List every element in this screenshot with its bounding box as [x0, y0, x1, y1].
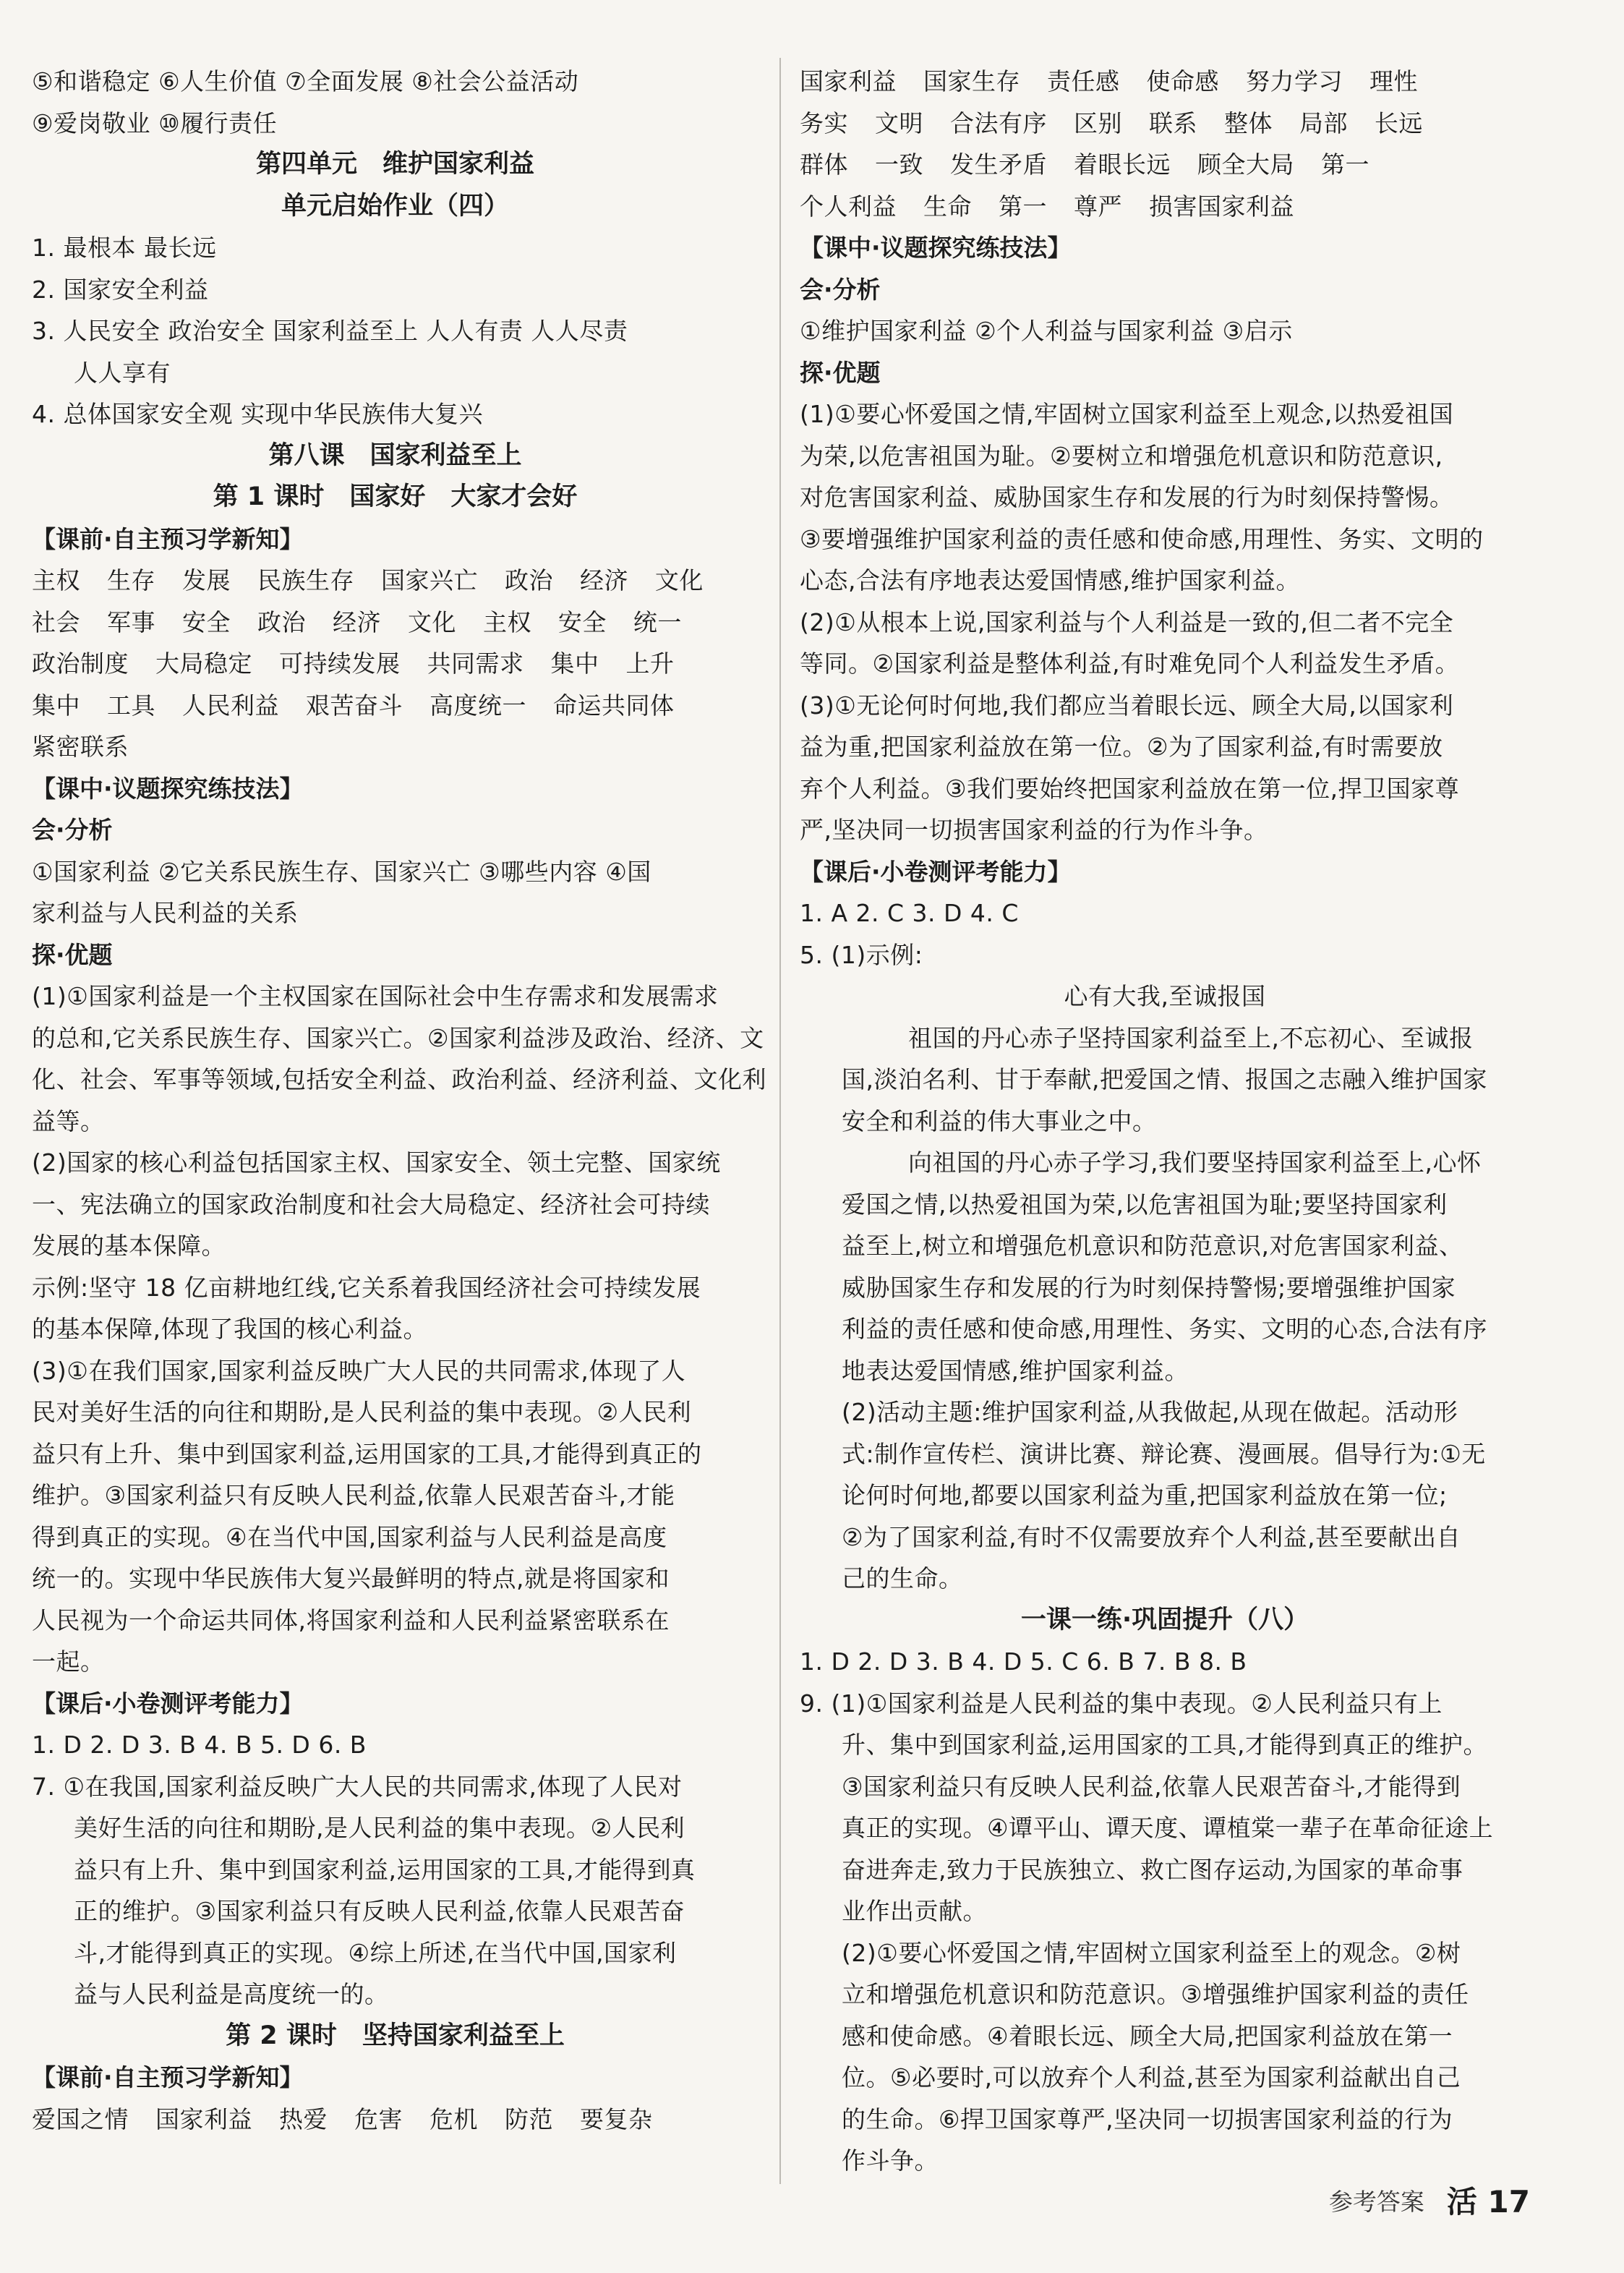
text-line: 益只有上升、集中到国家利益,运用国家的工具,才能得到真	[74, 1855, 696, 1884]
subsection-label: 会·分析	[32, 816, 113, 844]
text-line: 个人利益 生命 第一 尊严 损害国家利益	[800, 192, 1294, 221]
text-line: 国,淡泊名利、甘于奉献,把爱国之情、报国之志融入维护国家	[842, 1065, 1487, 1093]
section-heading: 第八课 国家利益至上	[268, 440, 522, 470]
text-line: 紧密联系	[32, 733, 129, 761]
text-line: 主权 生存 发展 民族生存 国家兴亡 政治 经济 文化	[32, 566, 704, 594]
text-line: 威胁国家生存和发展的行为时刻保持警惕;要增强维护国家	[842, 1273, 1456, 1302]
text-line: 示例:坚守 18 亿亩耕地红线,它关系着我国经济社会可持续发展	[32, 1273, 701, 1302]
text-line: 己的生命。	[842, 1564, 963, 1592]
text-line: 益为重,把国家利益放在第一位。②为了国家利益,有时需要放	[800, 733, 1443, 761]
text-line: 式:制作宣传栏、演讲比赛、辩论赛、漫画展。倡导行为:①无	[842, 1439, 1486, 1468]
subsection-label: 【课中·议题探究练技法】	[800, 234, 1072, 262]
text-line: 业作出贡献。	[842, 1897, 987, 1925]
text-line: 1. 最根本 最长远	[32, 234, 217, 262]
text-line: (2)①从根本上说,国家利益与个人利益是一致的,但二者不完全	[800, 607, 1454, 636]
text-line: 国家利益 国家生存 责任感 使命感 努力学习 理性	[800, 67, 1418, 95]
text-line: 为荣,以危害祖国为耻。②要树立和增强危机意识和防范意识,	[800, 441, 1443, 470]
text-line: 1. D 2. D 3. B 4. B 5. D 6. B	[32, 1731, 367, 1759]
text-line: 社会 军事 安全 政治 经济 文化 主权 安全 统一	[32, 607, 682, 636]
text-line: 美好生活的向往和期盼,是人民利益的集中表现。②人民利	[74, 1814, 685, 1842]
text-line: 群体 一致 发生矛盾 着眼长远 顾全大局 第一	[800, 150, 1369, 179]
text-line: ③要增强维护国家利益的责任感和使命感,用理性、务实、文明的	[800, 524, 1484, 553]
section-heading: 第四单元 维护国家利益	[255, 150, 534, 179]
text-line: 利益的责任感和使命感,用理性、务实、文明的心态,合法有序	[842, 1315, 1487, 1343]
text-line: 统一的。实现中华民族伟大复兴最鲜明的特点,就是将国家和	[32, 1564, 670, 1592]
text-line: 化、社会、军事等领域,包括安全利益、政治利益、经济利益、文化利	[32, 1065, 766, 1093]
text-line: 地表达爱国情感,维护国家利益。	[842, 1356, 1189, 1385]
subsection-label: 会·分析	[800, 275, 881, 304]
text-line: 爱国之情,以热爱祖国为荣,以危害祖国为耻;要坚持国家利	[842, 1190, 1448, 1219]
text-line: ②为了国家利益,有时不仅需要放弃个人利益,甚至要献出自	[842, 1522, 1461, 1551]
section-heading: 第 2 课时 坚持国家利益至上	[226, 2021, 565, 2050]
text-line: 位。⑤必要时,可以放弃个人利益,甚至为国家利益献出自己	[842, 2063, 1461, 2091]
text-line: 4. 总体国家安全观 实现中华民族伟大复兴	[32, 400, 483, 428]
subsection-label: 【课中·议题探究练技法】	[32, 774, 304, 803]
text-line: 的总和,它关系民族生存、国家兴亡。②国家利益涉及政治、经济、文	[32, 1023, 764, 1052]
text-line: 民对美好生活的向往和期盼,是人民利益的集中表现。②人民利	[32, 1398, 692, 1426]
subsection-label: 【课前·自主预习学新知】	[32, 2063, 304, 2091]
subsection-label: 探·优题	[800, 358, 881, 387]
text-line: ①国家利益 ②它关系民族生存、国家兴亡 ③哪些内容 ④国	[32, 857, 651, 886]
right-column	[800, 61, 1530, 2182]
page-number: 活 17	[1446, 2184, 1530, 2219]
subsection-label: 探·优题	[32, 940, 113, 969]
text-line: (2)国家的核心利益包括国家主权、国家安全、领土完整、国家统	[32, 1148, 721, 1177]
text-line: ⑨爱岗敬业 ⑩履行责任	[32, 108, 278, 137]
text-line: 1. A 2. C 3. D 4. C	[800, 899, 1019, 927]
text-line: ①维护国家利益 ②个人利益与国家利益 ③启示	[800, 317, 1293, 345]
text-line: 对危害国家利益、威胁国家生存和发展的行为时刻保持警惕。	[800, 483, 1454, 511]
text-line: 真正的实现。④谭平山、谭天度、谭植棠一辈子在革命征途上	[842, 1814, 1494, 1842]
text-line: 人人享有	[74, 358, 171, 387]
text-line: 政治制度 大局稳定 可持续发展 共同需求 集中 上升	[32, 649, 675, 678]
text-line: (2)活动主题:维护国家利益,从我做起,从现在做起。活动形	[842, 1398, 1458, 1426]
text-line: 一起。	[32, 1647, 105, 1676]
text-line: 务实 文明 合法有序 区别 联系 整体 局部 长远	[800, 108, 1423, 137]
text-line: 2. 国家安全利益	[32, 275, 209, 304]
text-line: 作斗争。	[842, 2146, 939, 2175]
column-divider	[779, 58, 781, 2184]
footer-label: 参考答案	[1328, 2187, 1424, 2216]
text-line: 论何时何地,都要以国家利益为重,把国家利益放在第一位;	[842, 1481, 1448, 1509]
text-line: (3)①无论何时何地,我们都应当着眼长远、顾全大局,以国家利	[800, 691, 1454, 720]
text-line: 严,坚决同一切损害国家利益的行为作斗争。	[800, 816, 1268, 844]
section-heading: 第 1 课时 国家好 大家才会好	[213, 482, 578, 511]
text-line: 3. 人民安全 政治安全 国家利益至上 人人有责 人人尽责	[32, 317, 628, 345]
text-line: 祖国的丹心赤子坚持国家利益至上,不忘初心、至诚报	[908, 1023, 1474, 1052]
text-line: 益至上,树立和增强危机意识和防范意识,对危害国家利益、	[842, 1232, 1463, 1260]
text-line: 益与人民利益是高度统一的。	[74, 1980, 389, 2008]
text-line: (3)①在我们国家,国家利益反映广大人民的共同需求,体现了人	[32, 1356, 686, 1385]
text-line: 9. (1)①国家利益是人民利益的集中表现。②人民利益只有上	[800, 1689, 1443, 1718]
text-line: 爱国之情 国家利益 热爱 危害 危机 防范 要复杂	[32, 2104, 653, 2133]
text-line: 家利益与人民利益的关系	[32, 899, 299, 927]
text-line: 5. (1)示例:	[800, 940, 923, 969]
text-line: 斗,才能得到真正的实现。④综上所述,在当代中国,国家利	[74, 1938, 677, 1967]
section-heading: 单元启始作业（四）	[281, 191, 509, 221]
subsection-label: 【课后·小卷测评考能力】	[32, 1689, 304, 1718]
text-line: 的基本保障,体现了我国的核心利益。	[32, 1315, 427, 1343]
subsection-label: 【课后·小卷测评考能力】	[800, 857, 1072, 886]
text-line: ③国家利益只有反映人民利益,依靠人民艰苦奋斗,才能得到	[842, 1772, 1461, 1801]
text-line: 益只有上升、集中到国家利益,运用国家的工具,才能得到真正的	[32, 1439, 702, 1468]
text-line: 等同。②国家利益是整体利益,有时难免同个人利益发生矛盾。	[800, 649, 1460, 678]
section-heading: 一课一练·巩固提升（八）	[1020, 1605, 1309, 1634]
text-line: 向祖国的丹心赤子学习,我们要坚持国家利益至上,心怀	[908, 1148, 1482, 1177]
text-line: 升、集中到国家利益,运用国家的工具,才能得到真正的维护。	[842, 1731, 1487, 1759]
text-line: 立和增强危机意识和防范意识。③增强维护国家利益的责任	[842, 1980, 1469, 2008]
text-line: 的生命。⑥捍卫国家尊严,坚决同一切损害国家利益的行为	[842, 2104, 1453, 2133]
text-line: 得到真正的实现。④在当代中国,国家利益与人民利益是高度	[32, 1522, 667, 1551]
text-line: 安全和利益的伟大事业之中。	[842, 1106, 1157, 1135]
text-line: 集中 工具 人民利益 艰苦奋斗 高度统一 命运共同体	[32, 691, 675, 720]
text-line: 益等。	[32, 1106, 105, 1135]
text-line: 7. ①在我国,国家利益反映广大人民的共同需求,体现了人民对	[32, 1772, 683, 1801]
text-line: 正的维护。③国家利益只有反映人民利益,依靠人民艰苦奋	[74, 1897, 685, 1925]
text-line: 感和使命感。④着眼长远、顾全大局,把国家利益放在第一	[842, 2021, 1453, 2050]
text-line: 心态,合法有序地表达爱国情感,维护国家利益。	[800, 566, 1300, 594]
text-line: 弃个人利益。③我们要始终把国家利益放在第一位,捍卫国家尊	[800, 774, 1460, 803]
text-line: (1)①国家利益是一个主权国家在国际社会中生存需求和发展需求	[32, 982, 719, 1010]
text-line: 人民视为一个命运共同体,将国家利益和人民利益紧密联系在	[32, 1605, 670, 1634]
left-column	[32, 61, 766, 2140]
text-line: 发展的基本保障。	[32, 1232, 226, 1260]
subsection-label: 【课前·自主预习学新知】	[32, 524, 304, 553]
text-line: (2)①要心怀爱国之情,牢固树立国家利益至上的观念。②树	[842, 1938, 1461, 1967]
text-line: 一、宪法确立的国家政治制度和社会大局稳定、经济社会可持续	[32, 1190, 710, 1219]
text-line: 维护。③国家利益只有反映人民利益,依靠人民艰苦奋斗,才能	[32, 1481, 675, 1509]
text-line: ⑤和谐稳定 ⑥人生价值 ⑦全面发展 ⑧社会公益活动	[32, 67, 579, 95]
text-line: 1. D 2. D 3. B 4. D 5. C 6. B 7. B 8. B	[800, 1647, 1247, 1676]
text-line: (1)①要心怀爱国之情,牢固树立国家利益至上观念,以热爱祖国	[800, 400, 1454, 428]
text-line: 心有大我,至诚报国	[1064, 982, 1266, 1010]
text-line: 奋进奔走,致力于民族独立、救亡图存运动,为国家的革命事	[842, 1855, 1463, 1884]
page-footer	[1329, 2178, 1530, 2222]
